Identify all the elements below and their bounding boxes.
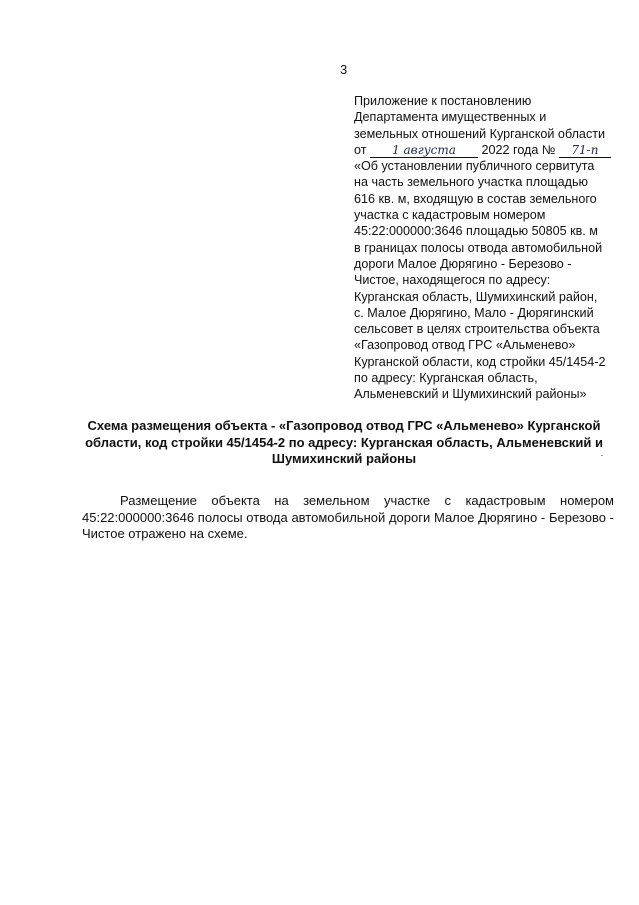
document-title	[70, 418, 618, 468]
handwritten-date: 1 августа	[370, 144, 478, 158]
handwritten-number: 71-п	[559, 144, 611, 158]
title-line: Схема размещения объекта - «Газопровод отвод ГРС «Альменево» Курганской	[87, 418, 601, 433]
appendix-subject-line: Альменевский и Шумихинский районы»	[354, 387, 587, 402]
date-middle: 2022 года №	[481, 142, 556, 157]
appendix-subject-line: на часть земельного участка площадью	[354, 175, 588, 190]
appendix-subject-line: Курганская область, Шумихинский район,	[354, 289, 598, 304]
appendix-subject-line: 616 кв. м, входящую в состав земельного	[354, 191, 597, 206]
title-line: области, код стройки 45/1454-2 по адресу: Курганская область, Альменевский и	[85, 434, 603, 450]
title-line: Шумихинский районы	[271, 451, 417, 466]
appendix-subject-line: с. Малое Дюрягино, Мало - Дюрягинский	[354, 305, 594, 320]
body-text: Размещение объекта на земельном участке с кадастровым номером 45:22:000000:3646 полосы отвода автомобильной дороги Малое Дюрягино - Березово - Чистое отражено на схеме.	[82, 493, 614, 541]
appendix-subject-line: в границах полосы отвода автомобильной	[354, 240, 603, 255]
body-paragraph	[82, 493, 614, 543]
appendix-subject-line: «Об установлении публичного сервитута	[354, 159, 595, 174]
appendix-subject-line: Чистое, находящегося по адресу:	[354, 273, 551, 288]
appendix-date-line	[354, 142, 616, 158]
appendix-subject-line: сельсовет в целях строительства объекта	[354, 322, 600, 337]
appendix-subject-line: «Газопровод отвод ГРС «Альменево»	[354, 338, 576, 353]
appendix-line: Департамента имущественных и	[354, 110, 547, 125]
scan-speck	[601, 455, 603, 456]
appendix-line: земельных отношений Курганской области	[354, 126, 606, 141]
appendix-subject-line: по адресу: Курганская область,	[354, 371, 538, 386]
appendix-line: Приложение к постановлению	[354, 94, 532, 108]
appendix-header	[354, 93, 616, 403]
appendix-subject-line: Курганской области, код стройки 45/1454-2	[354, 354, 606, 369]
appendix-subject-line: участка с кадастровым номером	[354, 208, 546, 223]
date-prefix: от	[354, 142, 367, 157]
appendix-subject-line: 45:22:000000:3646 площадью 50805 кв. м	[354, 224, 598, 239]
page-number: 3	[340, 62, 348, 77]
appendix-subject-line: дороги Малое Дюрягино - Березово -	[354, 256, 572, 271]
